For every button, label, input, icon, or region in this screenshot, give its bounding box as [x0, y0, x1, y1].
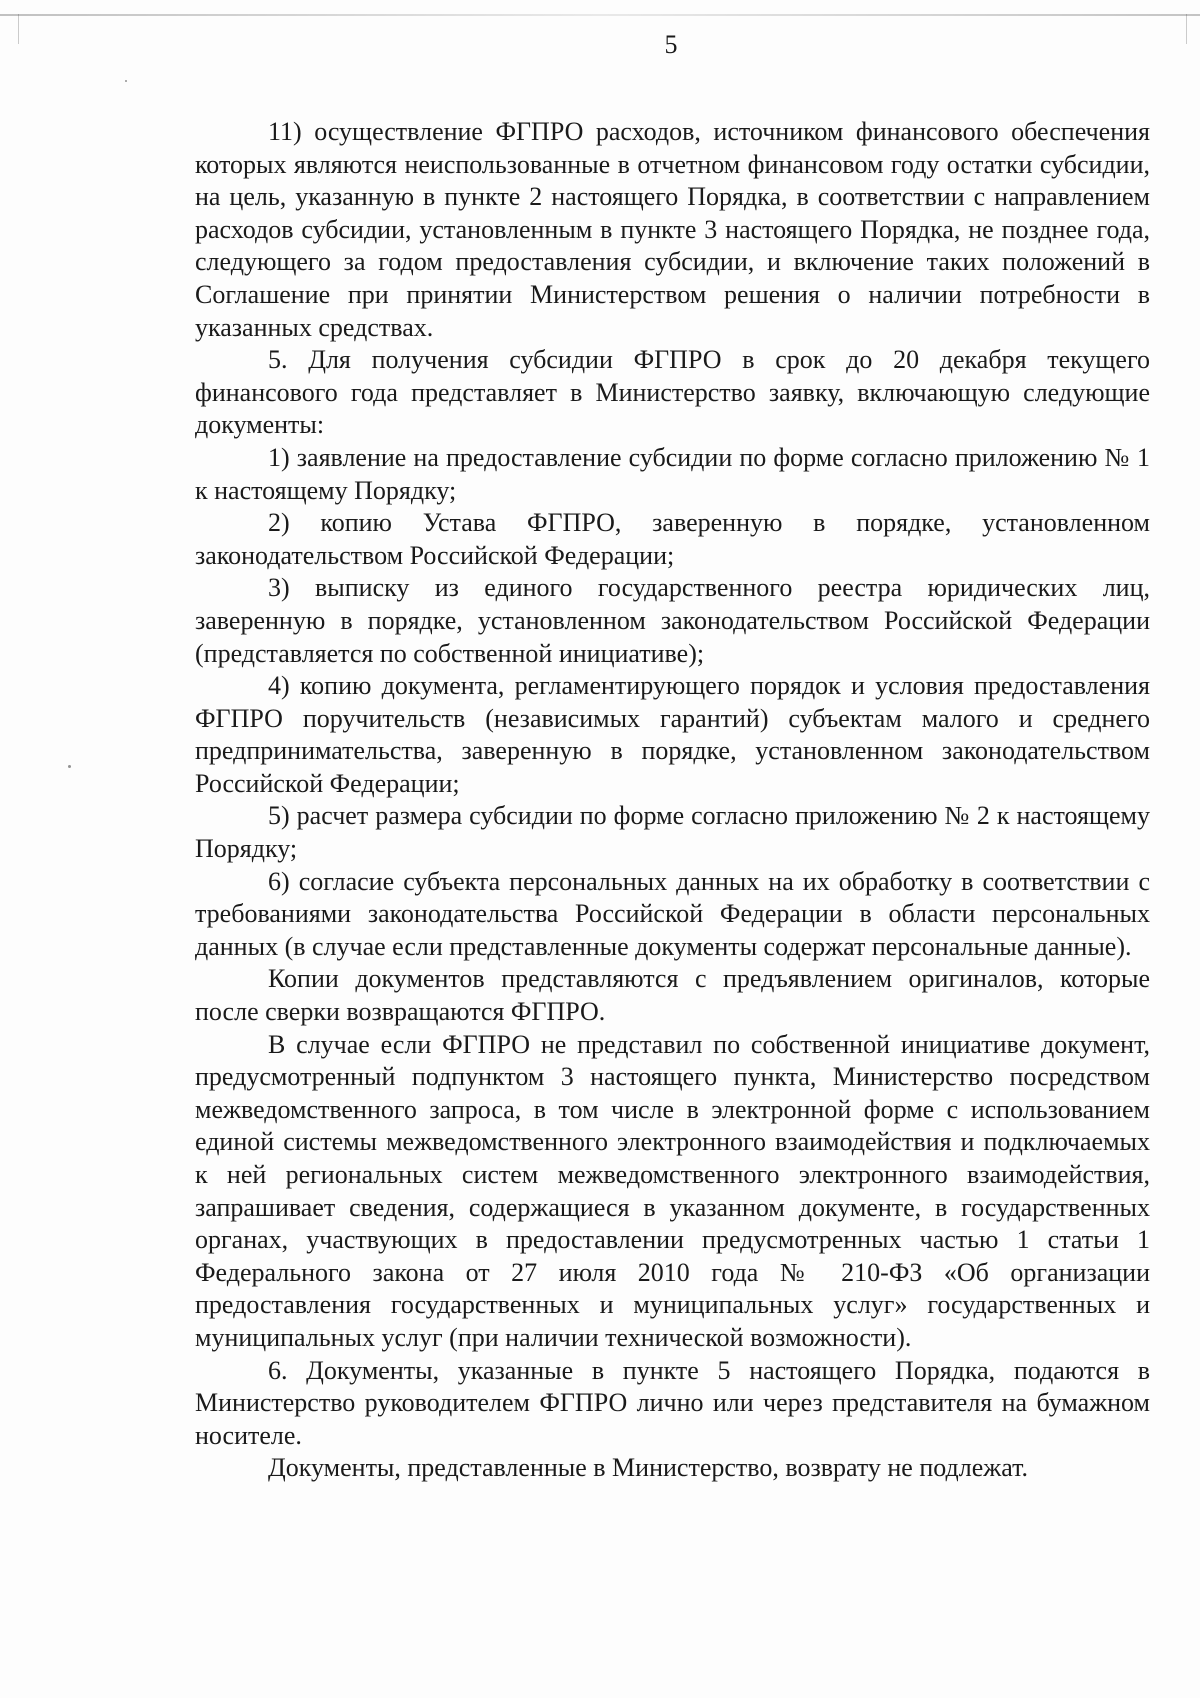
paragraph-item-11: 11) осуществление ФГПРО расходов, источником финансового обеспечения которых являются неиспользованные в отчетном финансовом году остатки субсидии, на цель, указанную в пункте 2 настоящего Порядка, в соответствии с направлением расходов субсидии, установленным в пункте 3 настоящего Порядка, не позднее года, следующего за годом предоставления субсидии, и включение таких положений в Соглашение при принятии Министерством решения о наличии потребности в указанных средствах. — [195, 117, 1150, 342]
paragraph-subitem-4: 4) копию документа, регламентирующего порядок и условия предоставления ФГПРО поручительств (независимых гарантий) субъектам малого и среднего предпринимательства, заверенную в порядке, установленном законодательством Российской Федерации; — [195, 671, 1150, 798]
paragraph-no-return: Документы, представленные в Министерство, возврату не подлежат. — [268, 1453, 1028, 1483]
scan-speck — [125, 80, 127, 82]
paragraph-subitem-6: 6) согласие субъекта персональных данных на их обработку в соответствии с требованиями законодательства Российской Федерации в области персональных данных (в случае если представленные документы содержат персональные данные). — [195, 866, 1150, 961]
paragraph-subitem-1: 1) заявление на предоставление субсидии по форме согласно приложению № 1 к настоящему Порядку; — [195, 442, 1150, 505]
paragraph-copies: Копии документов представляются с предъявлением оригиналов, которые после сверки возвращаются ФГПРО. — [195, 964, 1150, 1027]
scan-edge-top — [0, 14, 1200, 16]
document-body — [195, 116, 1150, 1485]
paragraph-interagency-request: В случае если ФГПРО не представил по собственной инициативе документ, предусмотренный подпунктом 3 настоящего пункта, Министерство посредством межведомственного запроса, в том числе в электронной форме с использованием единой системы межведомственного электронного взаимодействия и подключаемых к ней региональных систем межведомственного электронного взаимодействия, запрашивает сведения, содержащиеся в указанном документе, в государственных органах, участвующих в предоставлении предусмотренных частью 1 статьи 1 Федерального закона от 27 июля 2010 года № 210-ФЗ «Об организации предоставления государственных и муниципальных услуг» государственных и муниципальных услуг (при наличии технической возможности). — [195, 1029, 1150, 1352]
paragraph-subitem-2: 2) копию Устава ФГПРО, заверенную в порядке, установленном законодательством Российской Федерации; — [195, 508, 1150, 570]
scan-speck — [68, 765, 71, 768]
paragraph-clause-6: 6. Документы, указанные в пункте 5 настоящего Порядка, подаются в Министерство руководителем ФГПРО лично или через представителя на бумажном носителе. — [195, 1355, 1150, 1450]
page-number: 5 — [664, 30, 678, 59]
paragraph-subitem-3: 3) выписку из единого государственного реестра юридических лиц, заверенную в порядке, установленном законодательством Российской Федерации (представляется по собственной инициативе); — [195, 573, 1150, 668]
paragraph-subitem-5: 5) расчет размера субсидии по форме согласно приложению № 2 к настоящему Порядку; — [195, 801, 1150, 864]
paragraph-clause-5: 5. Для получения субсидии ФГПРО в срок до 20 декабря текущего финансового года представляет в Министерство заявку, включающую следующие документы: — [195, 345, 1150, 440]
